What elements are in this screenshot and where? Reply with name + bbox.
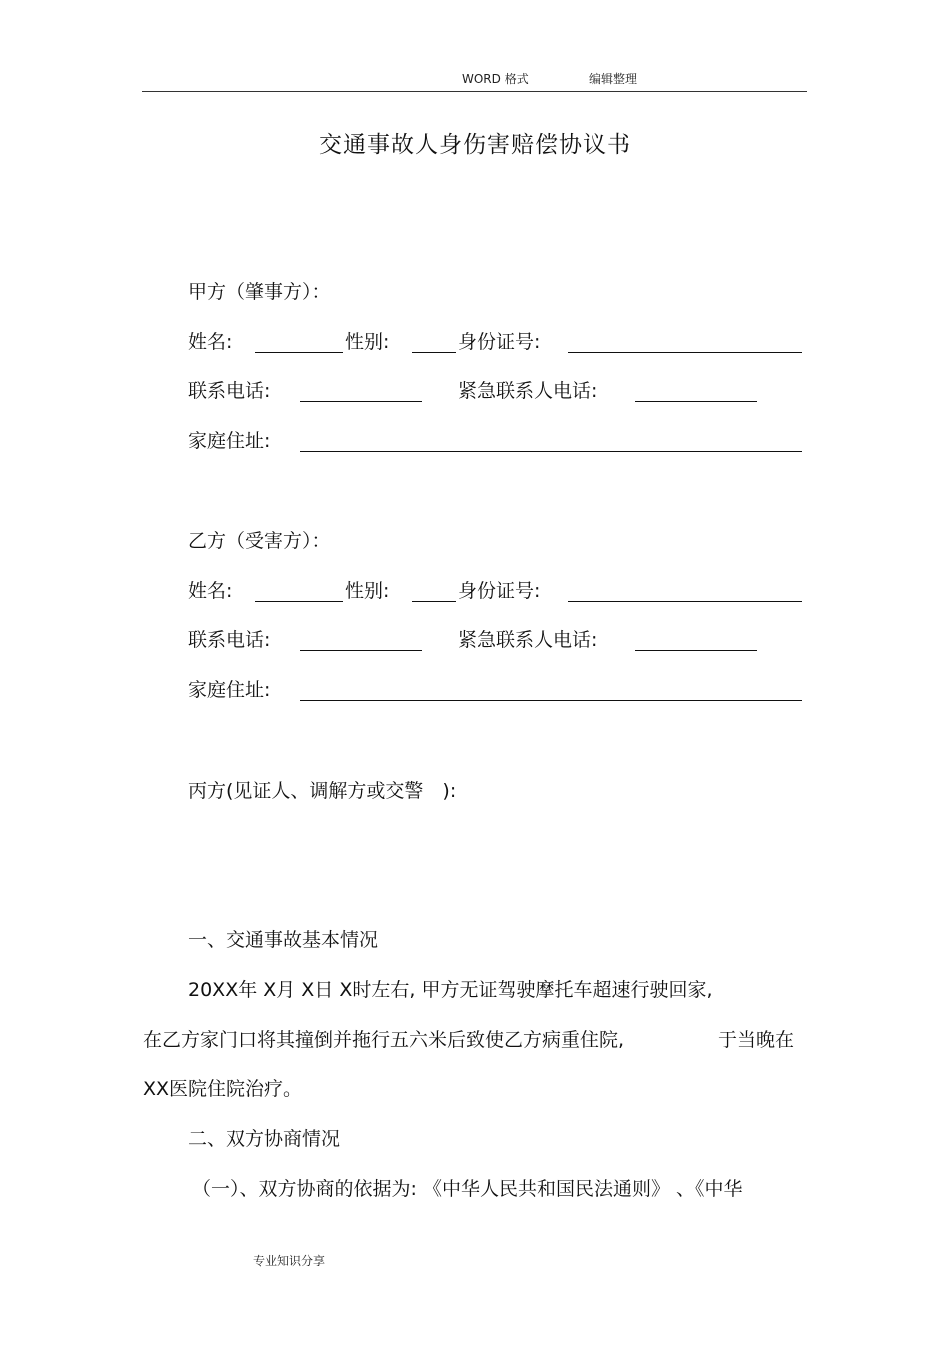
party-b-name-label: 姓名: xyxy=(188,580,233,602)
party-b-address-field[interactable] xyxy=(300,700,802,701)
party-a-id-field[interactable] xyxy=(568,352,802,353)
party-b-name-field[interactable] xyxy=(255,601,343,602)
section2-line1: （一）、双方协商的依据为: 《中华人民共和国民法通则》 、《中华 xyxy=(192,1178,743,1200)
section1-heading: 一、交通事故基本情况 xyxy=(188,929,379,951)
header-rule xyxy=(142,91,807,92)
party-a-emergency-field[interactable] xyxy=(635,401,757,402)
section1-line3: XX医院住院治疗。 xyxy=(143,1078,303,1100)
party-a-heading: 甲方（肇事方）： xyxy=(188,281,331,303)
party-b-gender-field[interactable] xyxy=(412,601,456,602)
header-left: WORD 格式 xyxy=(462,72,529,86)
party-a-name-label: 姓名: xyxy=(188,331,233,353)
party-b-phone-label: 联系电话: xyxy=(188,629,271,651)
section1-line2b: 于当晚在 xyxy=(718,1029,795,1051)
party-b-emergency-label: 紧急联系人电话: xyxy=(458,629,598,651)
party-b-id-field[interactable] xyxy=(568,601,802,602)
section1-line2a: 在乙方家门口将其撞倒并拖行五六米后致使乙方病重住院, xyxy=(143,1029,625,1051)
party-a-id-label: 身份证号: xyxy=(458,331,541,353)
party-a-phone-label: 联系电话: xyxy=(188,380,271,402)
party-a-address-field[interactable] xyxy=(300,451,802,452)
party-a-gender-label: 性别: xyxy=(345,331,390,353)
party-a-gender-field[interactable] xyxy=(412,352,456,353)
section2-heading: 二、双方协商情况 xyxy=(188,1128,341,1150)
party-b-emergency-field[interactable] xyxy=(635,650,757,651)
header-right: 编辑整理 xyxy=(589,72,638,86)
page-footer: 专业知识分享 xyxy=(253,1254,326,1268)
document-title: 交通事故人身伤害赔偿协议书 xyxy=(319,132,631,158)
party-c-heading: 丙方(见证人、调解方或交警 ): xyxy=(188,780,457,802)
party-a-phone-field[interactable] xyxy=(300,401,422,402)
section1-line1: 20XX年 X月 X日 X时左右, 甲方无证驾驶摩托车超速行驶回家, xyxy=(188,979,713,1001)
party-b-gender-label: 性别: xyxy=(345,580,390,602)
party-b-id-label: 身份证号: xyxy=(458,580,541,602)
party-b-heading: 乙方（受害方）： xyxy=(188,530,331,552)
party-b-phone-field[interactable] xyxy=(300,650,422,651)
party-a-name-field[interactable] xyxy=(255,352,343,353)
party-a-address-label: 家庭住址: xyxy=(188,430,271,452)
party-a-emergency-label: 紧急联系人电话: xyxy=(458,380,598,402)
party-b-address-label: 家庭住址: xyxy=(188,679,271,701)
